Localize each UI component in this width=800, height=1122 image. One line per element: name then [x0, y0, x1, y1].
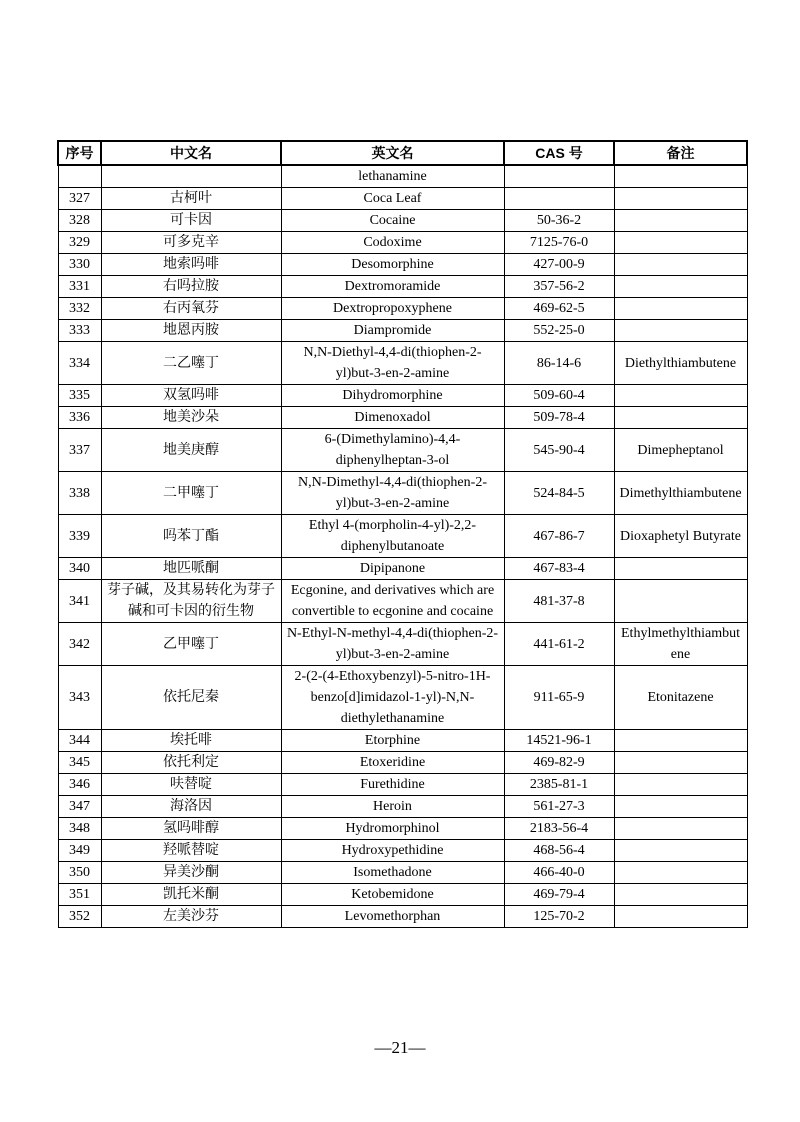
cell-english-name: Ethyl 4-(morpholin-4-yl)-2,2-diphenylbutanoate: [281, 515, 504, 558]
cell-english-name: N,N-Dimethyl-4,4-di(thiophen-2-yl)but-3-en-2-amine: [281, 472, 504, 515]
cell-remark: [614, 385, 747, 407]
cell-chinese-name: [101, 165, 281, 188]
cell-chinese-name: 依托尼秦: [101, 666, 281, 730]
cell-english-name: Ketobemidone: [281, 884, 504, 906]
table-row: [58, 429, 747, 472]
table-row: [58, 210, 747, 232]
cell-cas-number: 545-90-4: [504, 429, 614, 472]
cell-chinese-name: 地美庚醇: [101, 429, 281, 472]
cell-english-name: Furethidine: [281, 774, 504, 796]
cell-chinese-name: 双氢吗啡: [101, 385, 281, 407]
table-row: [58, 580, 747, 623]
cell-remark: [614, 165, 747, 188]
cell-cas-number: 468-56-4: [504, 840, 614, 862]
cell-serial-number: 346: [58, 774, 101, 796]
table-row: [58, 165, 747, 188]
cell-english-name: Diampromide: [281, 320, 504, 342]
cell-chinese-name: 吗苯丁酯: [101, 515, 281, 558]
cell-english-name: Dipipanone: [281, 558, 504, 580]
cell-serial-number: 344: [58, 730, 101, 752]
cell-remark: [614, 730, 747, 752]
cell-remark: Dioxaphetyl Butyrate: [614, 515, 747, 558]
cell-remark: Dimepheptanol: [614, 429, 747, 472]
table-header-row: [58, 141, 747, 165]
header-serial-number: 序号: [58, 141, 101, 165]
table-row: [58, 407, 747, 429]
cell-cas-number: 467-86-7: [504, 515, 614, 558]
cell-serial-number: 335: [58, 385, 101, 407]
cell-english-name: Dimenoxadol: [281, 407, 504, 429]
cell-serial-number: 330: [58, 254, 101, 276]
cell-chinese-name: 二乙噻丁: [101, 342, 281, 385]
cell-cas-number: [504, 165, 614, 188]
cell-cas-number: 466-40-0: [504, 862, 614, 884]
cell-chinese-name: 地索吗啡: [101, 254, 281, 276]
cell-cas-number: 125-70-2: [504, 906, 614, 928]
cell-cas-number: 469-79-4: [504, 884, 614, 906]
cell-chinese-name: 二甲噻丁: [101, 472, 281, 515]
table-row: [58, 276, 747, 298]
cell-serial-number: 329: [58, 232, 101, 254]
cell-remark: [614, 774, 747, 796]
cell-chinese-name: 呋替啶: [101, 774, 281, 796]
cell-cas-number: 469-62-5: [504, 298, 614, 320]
table-row: [58, 666, 747, 730]
table-row: [58, 472, 747, 515]
cell-cas-number: [504, 188, 614, 210]
cell-remark: [614, 796, 747, 818]
cell-remark: Ethylmethylthiambutene: [614, 623, 747, 666]
cell-chinese-name: 古柯叶: [101, 188, 281, 210]
cell-serial-number: 327: [58, 188, 101, 210]
table-row: [58, 558, 747, 580]
cell-remark: [614, 320, 747, 342]
cell-cas-number: 509-60-4: [504, 385, 614, 407]
cell-english-name: Dextropropoxyphene: [281, 298, 504, 320]
cell-serial-number: 350: [58, 862, 101, 884]
cell-chinese-name: 地匹哌酮: [101, 558, 281, 580]
cell-cas-number: 2385-81-1: [504, 774, 614, 796]
cell-remark: [614, 276, 747, 298]
cell-serial-number: 341: [58, 580, 101, 623]
cell-english-name: Dihydromorphine: [281, 385, 504, 407]
cell-english-name: 6-(Dimethylamino)-4,4-diphenylheptan-3-ol: [281, 429, 504, 472]
table-row: [58, 298, 747, 320]
table-row: [58, 623, 747, 666]
cell-english-name: Codoxime: [281, 232, 504, 254]
cell-chinese-name: 可卡因: [101, 210, 281, 232]
cell-chinese-name: 羟哌替啶: [101, 840, 281, 862]
cell-english-name: Hydromorphinol: [281, 818, 504, 840]
cell-english-name: Hydroxypethidine: [281, 840, 504, 862]
cell-cas-number: 481-37-8: [504, 580, 614, 623]
cell-serial-number: 352: [58, 906, 101, 928]
controlled-substances-table: [57, 140, 748, 928]
cell-serial-number: 351: [58, 884, 101, 906]
table-row: [58, 752, 747, 774]
table-row: [58, 862, 747, 884]
cell-serial-number: 347: [58, 796, 101, 818]
cell-serial-number: 342: [58, 623, 101, 666]
header-cas-number: CAS 号: [504, 141, 614, 165]
cell-remark: [614, 862, 747, 884]
cell-english-name: Etoxeridine: [281, 752, 504, 774]
cell-remark: [614, 752, 747, 774]
cell-remark: [614, 407, 747, 429]
table-row: [58, 774, 747, 796]
cell-remark: [614, 188, 747, 210]
cell-serial-number: 338: [58, 472, 101, 515]
cell-chinese-name: 异美沙酮: [101, 862, 281, 884]
cell-english-name: Etorphine: [281, 730, 504, 752]
cell-serial-number: 334: [58, 342, 101, 385]
cell-english-name: Coca Leaf: [281, 188, 504, 210]
table-row: [58, 188, 747, 210]
cell-serial-number: 328: [58, 210, 101, 232]
cell-chinese-name: 可多克辛: [101, 232, 281, 254]
cell-english-name: lethanamine: [281, 165, 504, 188]
table-row: [58, 840, 747, 862]
cell-cas-number: 524-84-5: [504, 472, 614, 515]
cell-cas-number: 561-27-3: [504, 796, 614, 818]
table-row: [58, 818, 747, 840]
table-row: [58, 515, 747, 558]
cell-serial-number: 340: [58, 558, 101, 580]
cell-remark: [614, 232, 747, 254]
cell-remark: [614, 840, 747, 862]
cell-english-name: Heroin: [281, 796, 504, 818]
cell-cas-number: 86-14-6: [504, 342, 614, 385]
cell-cas-number: 427-00-9: [504, 254, 614, 276]
cell-remark: [614, 558, 747, 580]
cell-cas-number: 357-56-2: [504, 276, 614, 298]
page-number: —21—: [374, 1038, 426, 1057]
cell-english-name: Isomethadone: [281, 862, 504, 884]
cell-remark: Dimethylthiambutene: [614, 472, 747, 515]
cell-english-name: Desomorphine: [281, 254, 504, 276]
cell-chinese-name: 地恩丙胺: [101, 320, 281, 342]
cell-chinese-name: 乙甲噻丁: [101, 623, 281, 666]
table-row: [58, 254, 747, 276]
cell-serial-number: 339: [58, 515, 101, 558]
cell-chinese-name: 埃托啡: [101, 730, 281, 752]
cell-serial-number: 331: [58, 276, 101, 298]
cell-english-name: Dextromoramide: [281, 276, 504, 298]
cell-cas-number: 14521-96-1: [504, 730, 614, 752]
cell-remark: [614, 254, 747, 276]
cell-english-name: 2-(2-(4-Ethoxybenzyl)-5-nitro-1H-benzo[d]imidazol-1-yl)-N,N-diethylethanamine: [281, 666, 504, 730]
cell-cas-number: 911-65-9: [504, 666, 614, 730]
cell-cas-number: 7125-76-0: [504, 232, 614, 254]
cell-chinese-name: 左美沙芬: [101, 906, 281, 928]
cell-remark: [614, 818, 747, 840]
cell-serial-number: 337: [58, 429, 101, 472]
cell-serial-number: [58, 165, 101, 188]
cell-remark: [614, 580, 747, 623]
cell-remark: Diethylthiambutene: [614, 342, 747, 385]
cell-cas-number: 441-61-2: [504, 623, 614, 666]
cell-chinese-name: 芽子碱，及其易转化为芽子碱和可卡因的衍生物: [101, 580, 281, 623]
table-row: [58, 884, 747, 906]
cell-serial-number: 343: [58, 666, 101, 730]
table-row: [58, 730, 747, 752]
cell-chinese-name: 地美沙朵: [101, 407, 281, 429]
cell-serial-number: 348: [58, 818, 101, 840]
cell-serial-number: 332: [58, 298, 101, 320]
cell-chinese-name: 右吗拉胺: [101, 276, 281, 298]
cell-remark: Etonitazene: [614, 666, 747, 730]
cell-english-name: Ecgonine, and derivatives which are convertible to ecgonine and cocaine: [281, 580, 504, 623]
table-row: [58, 320, 747, 342]
cell-remark: [614, 210, 747, 232]
cell-chinese-name: 海洛因: [101, 796, 281, 818]
header-chinese-name: 中文名: [101, 141, 281, 165]
header-english-name: 英文名: [281, 141, 504, 165]
table-row: [58, 232, 747, 254]
cell-cas-number: 2183-56-4: [504, 818, 614, 840]
header-remark: 备注: [614, 141, 747, 165]
cell-chinese-name: 依托利定: [101, 752, 281, 774]
cell-serial-number: 349: [58, 840, 101, 862]
cell-remark: [614, 906, 747, 928]
table-row: [58, 342, 747, 385]
table-body: [58, 165, 747, 928]
table-row: [58, 796, 747, 818]
cell-english-name: Levomethorphan: [281, 906, 504, 928]
cell-remark: [614, 298, 747, 320]
cell-serial-number: 336: [58, 407, 101, 429]
cell-cas-number: 552-25-0: [504, 320, 614, 342]
cell-remark: [614, 884, 747, 906]
cell-chinese-name: 氢吗啡醇: [101, 818, 281, 840]
table-row: [58, 906, 747, 928]
cell-serial-number: 345: [58, 752, 101, 774]
cell-cas-number: 467-83-4: [504, 558, 614, 580]
cell-chinese-name: 右丙氧芬: [101, 298, 281, 320]
cell-english-name: N,N-Diethyl-4,4-di(thiophen-2-yl)but-3-en-2-amine: [281, 342, 504, 385]
cell-chinese-name: 凯托米酮: [101, 884, 281, 906]
cell-cas-number: 50-36-2: [504, 210, 614, 232]
cell-english-name: N-Ethyl-N-methyl-4,4-di(thiophen-2-yl)but-3-en-2-amine: [281, 623, 504, 666]
cell-serial-number: 333: [58, 320, 101, 342]
table-row: [58, 385, 747, 407]
cell-english-name: Cocaine: [281, 210, 504, 232]
cell-cas-number: 469-82-9: [504, 752, 614, 774]
cell-cas-number: 509-78-4: [504, 407, 614, 429]
